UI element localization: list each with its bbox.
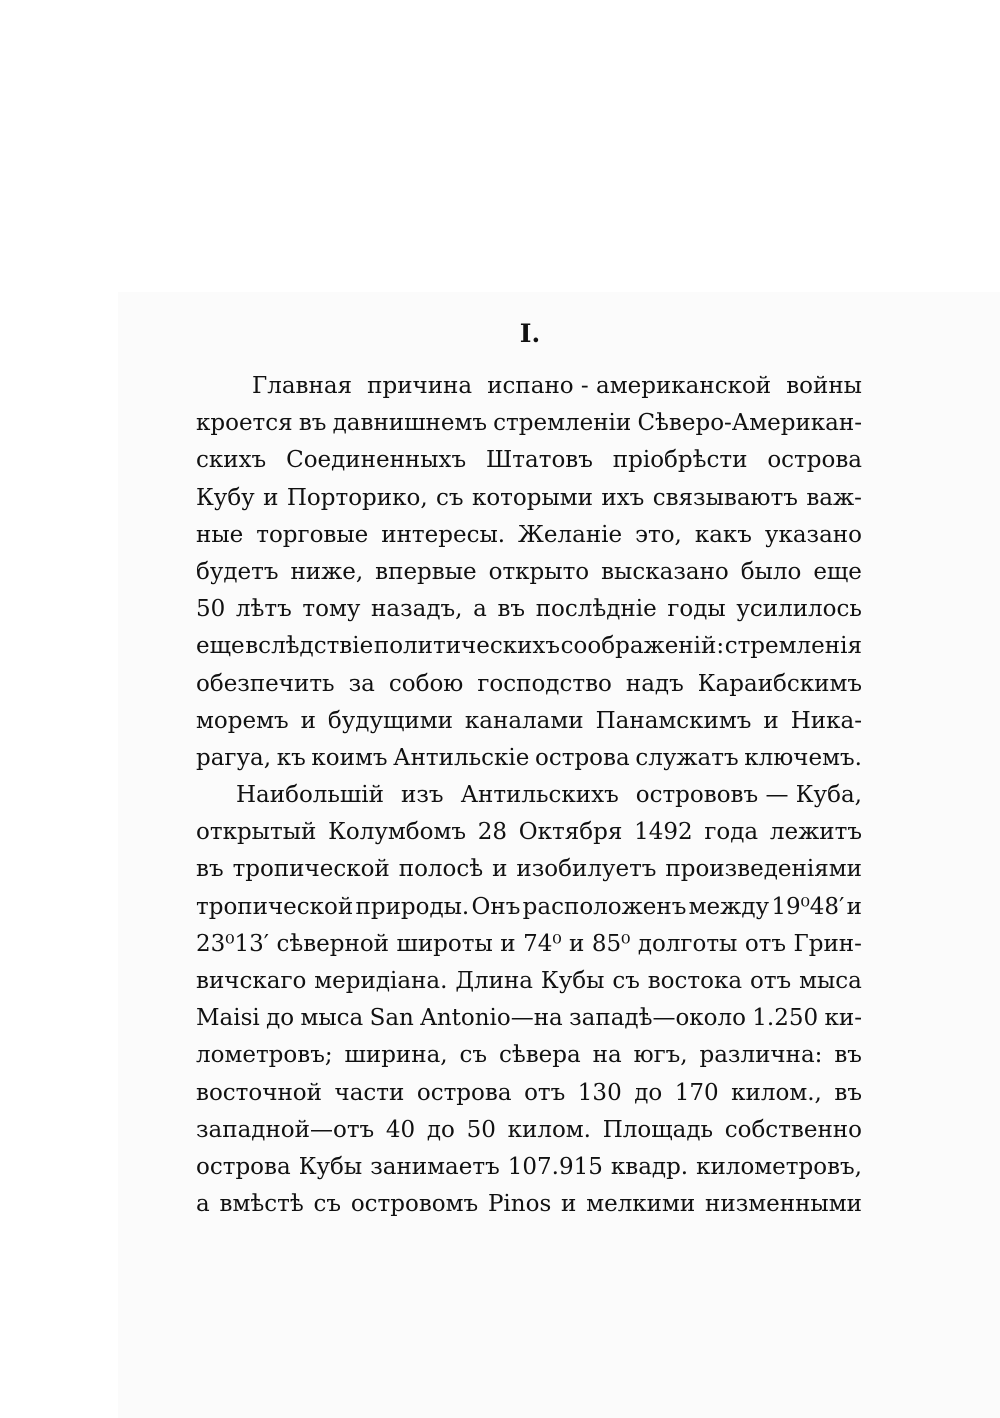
word: 19⁰48′ bbox=[771, 893, 845, 920]
word: 23⁰13′ bbox=[196, 930, 269, 957]
word: собственно bbox=[724, 1116, 862, 1143]
word: съ bbox=[436, 484, 464, 511]
word: Штатовъ bbox=[486, 447, 593, 474]
word: служатъ bbox=[635, 744, 739, 771]
word: года bbox=[704, 819, 759, 846]
word: съ bbox=[459, 1042, 488, 1069]
word: и bbox=[569, 930, 585, 957]
text-line bbox=[196, 591, 862, 628]
word: до bbox=[426, 1116, 455, 1143]
text-line bbox=[196, 1037, 862, 1074]
word: югъ, bbox=[633, 1042, 688, 1069]
word: тропической bbox=[232, 856, 390, 883]
word: ихъ bbox=[601, 484, 645, 511]
word: Колумбомъ bbox=[328, 819, 466, 846]
word: произведеніями bbox=[665, 856, 862, 883]
word: Караибскимъ bbox=[697, 670, 862, 697]
word: отъ bbox=[749, 968, 792, 994]
word: части bbox=[334, 1079, 405, 1106]
word: различна: bbox=[699, 1042, 823, 1069]
text-line bbox=[196, 1075, 862, 1112]
word: Сѣверо-Американ- bbox=[637, 410, 862, 437]
word: важ- bbox=[806, 484, 862, 511]
word: 40 bbox=[385, 1116, 416, 1143]
word: пріобрѣсти bbox=[612, 447, 748, 474]
word: будущими bbox=[327, 707, 453, 734]
word: политическихъ bbox=[373, 633, 561, 660]
word: отъ bbox=[524, 1079, 566, 1106]
word: указано bbox=[764, 521, 862, 548]
word: Antonio—на bbox=[420, 1005, 563, 1032]
word: Maisi bbox=[196, 1005, 260, 1032]
paragraph bbox=[196, 777, 862, 1223]
text-line bbox=[196, 1112, 862, 1149]
word: 130 bbox=[577, 1079, 622, 1106]
text-line bbox=[196, 517, 862, 554]
word: до bbox=[634, 1079, 663, 1106]
word: килом., bbox=[731, 1079, 822, 1106]
word: 50 bbox=[196, 596, 226, 623]
word: тропической bbox=[196, 893, 354, 920]
word: и bbox=[500, 930, 516, 957]
book-page bbox=[196, 316, 862, 1223]
word: острова bbox=[535, 744, 630, 771]
word: обезпечить bbox=[196, 670, 335, 697]
text-line bbox=[196, 368, 862, 405]
word: а bbox=[196, 1191, 210, 1218]
text-line bbox=[196, 926, 862, 963]
word: 50 bbox=[466, 1116, 496, 1143]
word: было bbox=[740, 558, 802, 585]
word: килом. bbox=[507, 1116, 591, 1143]
word: лѣтъ bbox=[235, 596, 292, 623]
word: ные bbox=[196, 521, 244, 548]
word: широты bbox=[396, 930, 493, 957]
word: отъ bbox=[744, 930, 787, 957]
text-line bbox=[196, 814, 862, 851]
word: въ bbox=[834, 1079, 862, 1106]
word: острова bbox=[196, 1153, 291, 1180]
word: еще bbox=[813, 558, 862, 585]
word: San bbox=[369, 1005, 414, 1032]
word: изобилуетъ bbox=[516, 856, 657, 883]
word: до bbox=[266, 1005, 295, 1032]
word: меридіана. bbox=[314, 968, 448, 994]
word: въ bbox=[196, 856, 224, 883]
word: Никa- bbox=[790, 707, 862, 734]
word: сѣвера bbox=[498, 1042, 581, 1069]
text-line bbox=[196, 740, 862, 777]
word: вичскаго bbox=[196, 968, 307, 994]
word: послѣдніе bbox=[535, 596, 657, 623]
word: впервые bbox=[375, 558, 477, 585]
word: Главная bbox=[252, 373, 353, 399]
text-line bbox=[196, 703, 862, 740]
text-line bbox=[196, 1186, 862, 1223]
word: западѣ—около bbox=[569, 1005, 746, 1032]
word: назадъ, bbox=[371, 596, 463, 623]
word: мыса bbox=[300, 1005, 364, 1032]
text-line bbox=[196, 1000, 862, 1037]
word: открыто bbox=[488, 558, 590, 585]
word: Порторико, bbox=[286, 484, 428, 511]
word: и bbox=[763, 707, 779, 734]
word: каналами bbox=[464, 707, 584, 734]
word: въ bbox=[497, 596, 526, 623]
word: изъ bbox=[401, 782, 444, 809]
word: рагуа, bbox=[196, 744, 272, 771]
text-line bbox=[196, 405, 862, 442]
word: собою bbox=[388, 670, 464, 697]
word: 107.915 bbox=[507, 1153, 603, 1180]
word: полосѣ bbox=[398, 856, 484, 883]
word: квадр. bbox=[610, 1153, 689, 1180]
word: Онъ bbox=[471, 893, 521, 920]
word: открытый bbox=[196, 819, 317, 846]
text-line bbox=[196, 1149, 862, 1186]
word: торговые bbox=[256, 521, 369, 548]
paragraph bbox=[196, 368, 862, 777]
word: долготы bbox=[637, 930, 738, 957]
text-line bbox=[196, 628, 862, 665]
word: тому bbox=[302, 596, 361, 623]
word: ключемъ. bbox=[744, 744, 862, 771]
word: острова bbox=[767, 447, 862, 474]
word: Антильскихъ bbox=[460, 782, 619, 809]
word: и bbox=[846, 893, 862, 920]
word: годы bbox=[667, 596, 726, 623]
word: Площадь bbox=[602, 1116, 714, 1143]
text-line bbox=[196, 442, 862, 479]
text-line bbox=[196, 777, 862, 814]
text-line bbox=[196, 666, 862, 703]
word: лометровъ; bbox=[196, 1042, 333, 1069]
word: Грин- bbox=[793, 930, 862, 957]
word: западной—отъ bbox=[196, 1116, 375, 1143]
word: соображеній: bbox=[560, 633, 725, 660]
word: надъ bbox=[625, 670, 684, 697]
word: мелкими bbox=[586, 1191, 696, 1218]
word: коимъ bbox=[311, 744, 388, 771]
word: еще bbox=[196, 633, 245, 660]
word: острововъ — Куба, bbox=[635, 782, 862, 809]
word: 85⁰ bbox=[591, 930, 631, 957]
word: 74⁰ bbox=[523, 930, 562, 957]
word: Pinos bbox=[487, 1191, 552, 1218]
word: кроется bbox=[196, 410, 293, 437]
word: между bbox=[688, 893, 770, 920]
word: природы. bbox=[355, 893, 470, 920]
word: ниже, bbox=[290, 558, 364, 585]
word: сѣверной bbox=[276, 930, 389, 957]
word: испано - американской bbox=[487, 373, 772, 399]
word: острова bbox=[416, 1079, 512, 1106]
word: Длина bbox=[455, 968, 533, 994]
text-line bbox=[196, 889, 862, 926]
word: и bbox=[300, 707, 316, 734]
word: усилилось bbox=[736, 596, 862, 623]
word: въ bbox=[298, 410, 327, 437]
word: островомъ bbox=[350, 1191, 479, 1218]
word: интересы. bbox=[381, 521, 506, 548]
word: километровъ, bbox=[696, 1153, 862, 1180]
word: высказано bbox=[601, 558, 729, 585]
word: и bbox=[492, 856, 508, 883]
word: войны bbox=[786, 373, 862, 399]
text-line bbox=[196, 963, 862, 1000]
word: и bbox=[263, 484, 279, 511]
word: низменными bbox=[705, 1191, 862, 1218]
word: а bbox=[473, 596, 487, 623]
word: связываютъ bbox=[652, 484, 798, 511]
text-line bbox=[196, 554, 862, 591]
word: лежитъ bbox=[769, 819, 862, 846]
word: вмѣстѣ bbox=[219, 1191, 304, 1218]
word: расположенъ bbox=[522, 893, 687, 920]
word: 170 bbox=[674, 1079, 719, 1106]
word: за bbox=[348, 670, 375, 697]
word: восточной bbox=[196, 1079, 322, 1106]
word: къ bbox=[276, 744, 306, 771]
word: въ bbox=[834, 1042, 862, 1069]
word: Кубу bbox=[196, 484, 255, 511]
word: Панамскимъ bbox=[595, 707, 752, 734]
word: Наибольшій bbox=[236, 782, 384, 809]
word: какъ bbox=[694, 521, 752, 548]
text-body bbox=[196, 368, 862, 1223]
text-line bbox=[196, 480, 862, 517]
word: мыса bbox=[799, 968, 862, 994]
word: вслѣдствіе bbox=[245, 633, 374, 660]
word: стремленія bbox=[724, 633, 862, 660]
word: на bbox=[592, 1042, 622, 1069]
word: Кубы bbox=[298, 1153, 363, 1180]
word: моремъ bbox=[196, 707, 289, 734]
word: давнишнемъ bbox=[332, 410, 487, 437]
word: востока bbox=[647, 968, 743, 994]
word: ки- bbox=[824, 1005, 862, 1032]
word: Октября bbox=[518, 819, 623, 846]
word: 28 bbox=[477, 819, 508, 846]
word: съ bbox=[313, 1191, 342, 1218]
word: 1492 bbox=[634, 819, 693, 846]
word: занимаетъ bbox=[370, 1153, 500, 1180]
word: стремленіи bbox=[493, 410, 632, 437]
word: Кубы bbox=[540, 968, 605, 994]
word: это, bbox=[635, 521, 682, 548]
word: Соединенныхъ bbox=[286, 447, 467, 474]
word: будетъ bbox=[196, 558, 279, 585]
word: 1.250 bbox=[752, 1005, 819, 1032]
word: Антильскіе bbox=[393, 744, 530, 771]
word: Желаніе bbox=[518, 521, 623, 548]
word: ширина, bbox=[344, 1042, 448, 1069]
word: которыми bbox=[471, 484, 593, 511]
word: съ bbox=[612, 968, 640, 994]
word: господство bbox=[477, 670, 612, 697]
word: скихъ bbox=[196, 447, 267, 474]
chapter-heading: I. bbox=[519, 319, 541, 348]
word: причина bbox=[367, 373, 473, 399]
text-line bbox=[196, 851, 862, 888]
word: и bbox=[561, 1191, 577, 1218]
